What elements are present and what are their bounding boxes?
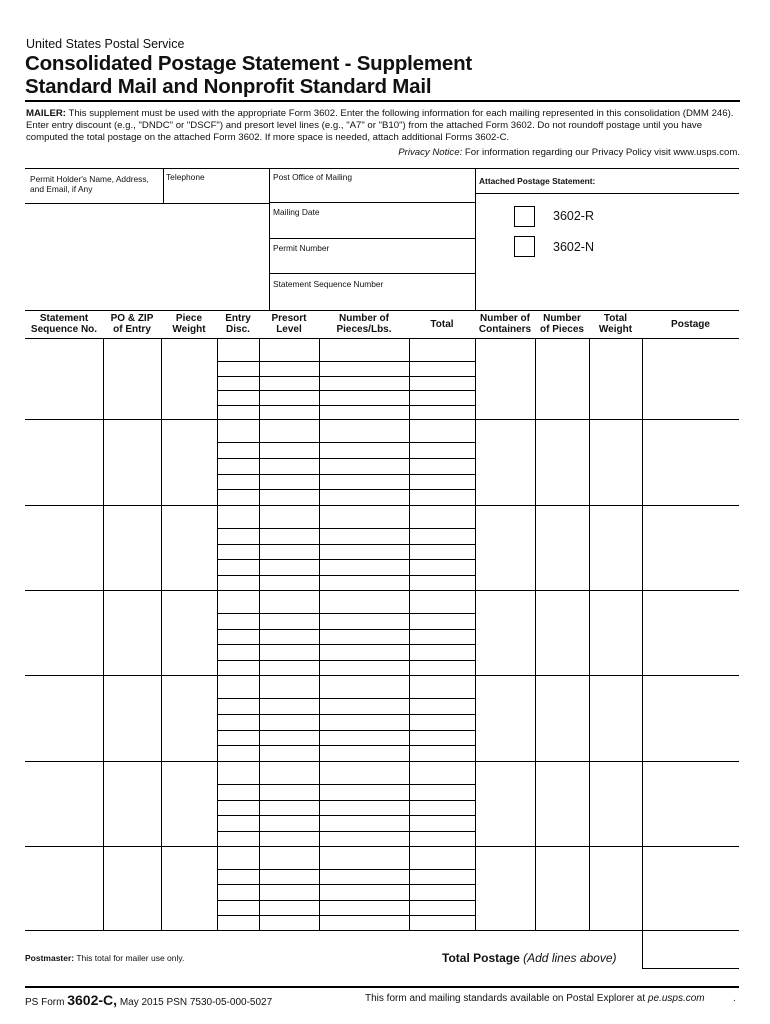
form-title-line1: Consolidated Postage Statement - Supplement	[25, 52, 473, 75]
privacy-label: Privacy Notice:	[398, 147, 463, 158]
postal-explorer-link[interactable]: pe.usps.com	[647, 993, 705, 1004]
col-piece-weight: Piece Weight	[172, 313, 206, 335]
table-sub-row-line	[217, 629, 475, 630]
table-col-divider	[409, 338, 410, 930]
statement-sequence-label: Statement Sequence Number	[273, 279, 384, 289]
table-sub-row-line	[217, 376, 475, 377]
post-office-label: Post Office of Mailing	[273, 172, 352, 182]
col-pieces-lbs: Number of Pieces/Lbs.	[336, 313, 392, 335]
table-group-divider	[25, 590, 739, 591]
table-sub-row-line	[217, 613, 475, 614]
total-postage-field[interactable]	[643, 930, 739, 968]
postmaster-note	[25, 953, 184, 963]
col-presort-level: Presort Level	[271, 313, 307, 335]
option-3602-r-label: 3602-R	[553, 209, 594, 223]
table-sub-row-line	[217, 800, 475, 801]
table-sub-row-line	[217, 458, 475, 459]
table-col-divider	[161, 338, 162, 930]
privacy-text: For information regarding our Privacy Policy visit www.usps.com.	[462, 147, 740, 158]
permit-holder-label: Permit Holder's Name, Address, and Email, if Any	[30, 174, 149, 194]
col-entry-disc: Entry Disc.	[225, 313, 251, 335]
table-sub-row-line	[217, 528, 475, 529]
table-sub-row-line	[217, 900, 475, 901]
col-statement-seq: Statement Sequence No.	[30, 313, 98, 335]
table-sub-row-line	[217, 915, 475, 916]
table-sub-row-line	[217, 544, 475, 545]
table-sub-row-line	[217, 869, 475, 870]
permit-number-label: Permit Number	[273, 243, 330, 253]
table-col-divider	[642, 338, 643, 930]
table-sub-row-line	[217, 405, 475, 406]
form-title-line2: Standard Mail and Nonprofit Standard Mail	[25, 75, 432, 98]
total-postage-rule	[642, 968, 739, 969]
table-sub-row-line	[217, 714, 475, 715]
postmaster-label: Postmaster:	[25, 953, 75, 963]
col-po-zip: PO & ZIP of Entry	[110, 313, 154, 335]
table-sub-row-line	[217, 575, 475, 576]
col-total: Total	[430, 319, 454, 330]
table-sub-row-line	[217, 644, 475, 645]
table-sub-row-line	[217, 474, 475, 475]
postmaster-text: This total for mailer use only.	[74, 953, 185, 963]
total-postage-title: Total Postage	[442, 951, 520, 965]
table-sub-row-line	[217, 884, 475, 885]
table-col-divider	[217, 338, 218, 930]
table-sub-row-line	[217, 660, 475, 661]
form-number: 3602-C,	[67, 992, 118, 1008]
table-group-divider	[25, 675, 739, 676]
col-num-containers: Number of Containers	[478, 313, 532, 335]
col-total-weight: Total Weight	[598, 313, 633, 335]
table-sub-row-line	[217, 361, 475, 362]
table-group-divider	[25, 505, 739, 506]
table-col-divider	[103, 338, 104, 930]
col-num-pieces: Number of Pieces	[540, 313, 584, 335]
table-col-divider	[259, 338, 260, 930]
table-group-divider	[25, 761, 739, 762]
total-postage-hint: (Add lines above)	[519, 951, 617, 965]
table-col-divider	[535, 338, 536, 930]
availability-note: This form and mailing standards available on Postal Explorer at pe.usps.com	[365, 993, 705, 1004]
table-sub-row-line	[217, 831, 475, 832]
table-sub-row-line	[217, 489, 475, 490]
mailer-label: MAILER:	[26, 108, 66, 119]
table-group-divider	[25, 419, 739, 420]
mailing-date-label: Mailing Date	[273, 207, 320, 217]
table-col-divider	[589, 338, 590, 930]
table-sub-row-line	[217, 698, 475, 699]
table-group-divider	[25, 846, 739, 847]
table-col-divider	[475, 338, 476, 930]
mailer-text: This supplement must be used with the appropriate Form 3602. Enter the following information for each mailing represented in this consolidation (DMM 246). Enter entry discount (e.g., "DNDC" or "DSCF") and presort level lines (e.g., "A7" or "B10") from the attached Form 3602. Do not roundoff postage until you have computed the total postage on the attached Form 3602. If more space is needed, attach additional Forms 3602-C.	[26, 108, 734, 143]
form-identifier: PS Form 3602-C, May 2015 PSN 7530-05-000-5027	[25, 992, 273, 1008]
footer-rule	[25, 986, 739, 988]
attached-statement-label: Attached Postage Statement:	[479, 176, 596, 186]
table-sub-row-line	[217, 390, 475, 391]
footer-dot: .	[733, 993, 736, 1004]
form-date: May 2015 PSN 7530-05-000-5027	[117, 997, 273, 1008]
table-sub-row-line	[217, 784, 475, 785]
agency-name: United States Postal Service	[26, 37, 185, 51]
table-sub-row-line	[217, 815, 475, 816]
table-sub-row-line	[217, 730, 475, 731]
telephone-label: Telephone	[166, 172, 205, 182]
option-3602-n-label: 3602-N	[553, 240, 594, 254]
table-sub-row-line	[217, 442, 475, 443]
col-postage: Postage	[671, 319, 710, 330]
table-col-divider	[319, 338, 320, 930]
table-sub-row-line	[217, 745, 475, 746]
table-group-divider	[25, 930, 739, 931]
total-postage-label	[442, 951, 617, 965]
table-sub-row-line	[217, 559, 475, 560]
